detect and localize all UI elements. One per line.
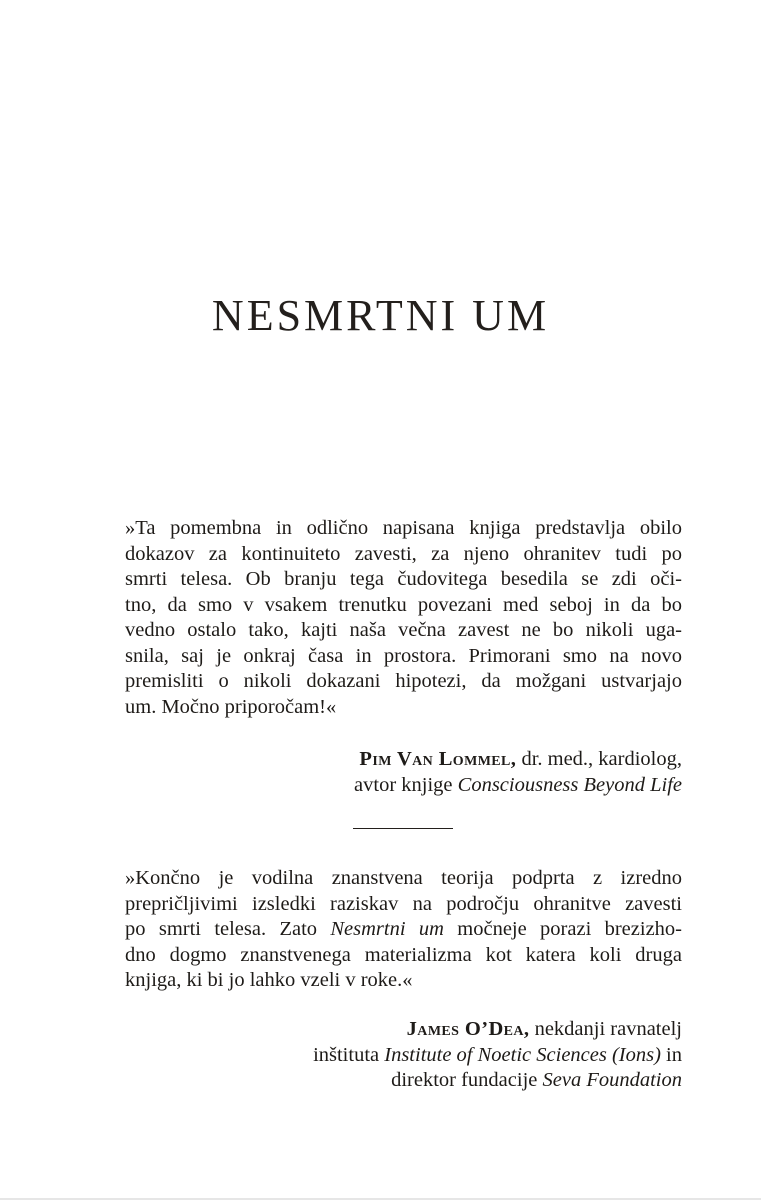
institute-prefix: inštituta bbox=[313, 1043, 385, 1066]
quote-line bbox=[125, 917, 682, 943]
section-divider bbox=[353, 828, 453, 829]
quote-line: knjiga, ki bi jo lahko vzeli v roke.« bbox=[125, 969, 413, 991]
attribution-line bbox=[313, 1017, 682, 1043]
endorsement-attribution-1 bbox=[354, 747, 682, 798]
author-name: Pim Van Lommel, bbox=[359, 748, 517, 770]
author-name: James O’Dea, bbox=[406, 1018, 530, 1040]
quote-line: vedno ostalo tako, kajti naša večna zavest ne bo nikoli uga- bbox=[125, 619, 682, 641]
quote-text: močneje porazi brezizho- bbox=[443, 918, 683, 940]
book-prefix: avtor knjige bbox=[354, 773, 458, 796]
quote-line: snila, saj je onkraj časa in prostora. Primorani smo na novo bbox=[125, 644, 682, 667]
quote-line: premisliti o nikoli dokazani hipotezi, da možgani ustvarjajo bbox=[125, 670, 682, 692]
quote-line: prepričljivimi izsledki raziskav na področju ohranitve zavesti bbox=[125, 892, 682, 915]
quote-line: um. Močno priporočam!« bbox=[125, 695, 337, 718]
endorsement-quote-1 bbox=[125, 516, 682, 720]
endorsement-attribution-2 bbox=[313, 1017, 682, 1094]
book-title-inline: Nesmrtni um bbox=[330, 918, 444, 940]
institute-suffix: in bbox=[660, 1043, 682, 1066]
quote-text: po smrti telesa. Zato bbox=[125, 918, 331, 940]
quote-line: dokazov za kontinuiteto zavesti, za njeno ohranitev tudi po bbox=[125, 542, 682, 565]
quote-line: dno dogmo znanstvenega materializma kot katera koli druga bbox=[125, 943, 682, 966]
foundation-name: Seva Foundation bbox=[542, 1069, 682, 1091]
quote-line: smrti telesa. Ob branju tega čudovitega besedila se zdi oči- bbox=[125, 568, 682, 590]
attribution-line bbox=[313, 1068, 682, 1094]
author-role: dr. med., kardiolog, bbox=[516, 748, 682, 770]
quote-line: tno, da smo v vsakem trenutku povezani med seboj in da bo bbox=[125, 593, 682, 616]
attribution-line bbox=[354, 747, 682, 773]
book-title: Consciousness Beyond Life bbox=[457, 773, 682, 796]
author-role: nekdanji ravnatelj bbox=[529, 1018, 682, 1040]
endorsement-quote-2 bbox=[125, 866, 682, 994]
quote-line: »Ta pomembna in odlično napisana knjiga predstavlja obilo bbox=[125, 517, 682, 539]
institute-name: Institute of Noetic Sciences (Ions) bbox=[384, 1043, 661, 1066]
attribution-line bbox=[354, 773, 682, 799]
attribution-line bbox=[313, 1043, 682, 1069]
foundation-prefix: direktor fundacije bbox=[391, 1069, 543, 1091]
quote-line: »Končno je vodilna znanstvena teorija podprta z izredno bbox=[125, 867, 682, 889]
page-title: NESMRTNI UM bbox=[211, 291, 550, 340]
